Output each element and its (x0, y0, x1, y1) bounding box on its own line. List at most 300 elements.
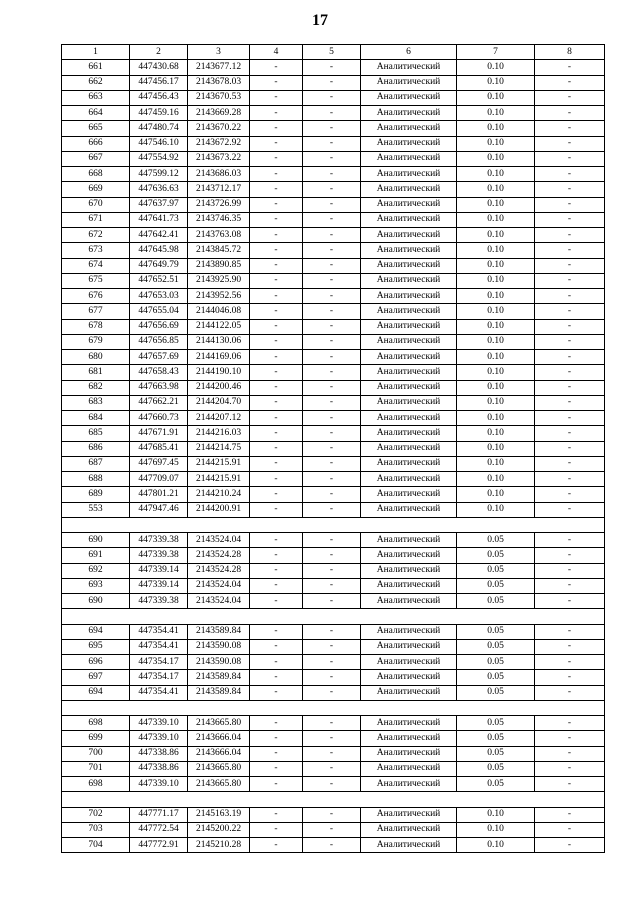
table-cell: 0.05 (457, 594, 535, 609)
table-cell: - (303, 456, 361, 471)
table-cell: 0.05 (457, 670, 535, 685)
separator-row (62, 609, 605, 624)
table-cell: - (250, 441, 303, 456)
table-row (62, 472, 605, 487)
table-cell: 692 (62, 563, 130, 578)
table-cell: - (303, 441, 361, 456)
table-cell: 2144200.91 (188, 502, 250, 517)
table-cell: 677 (62, 304, 130, 319)
table-cell: - (303, 716, 361, 731)
table-cell: 0.10 (457, 258, 535, 273)
table-cell: Аналитический (361, 456, 457, 471)
table-row (62, 243, 605, 258)
table-cell: 704 (62, 838, 130, 853)
table-cell: Аналитический (361, 807, 457, 822)
table-cell: 2143670.22 (188, 121, 250, 136)
table-cell: - (535, 670, 605, 685)
table-cell: 672 (62, 228, 130, 243)
table-cell: - (535, 533, 605, 548)
table-cell: Аналитический (361, 395, 457, 410)
table-cell: 447657.69 (130, 350, 188, 365)
column-header: 1 (62, 45, 130, 60)
table-cell: - (303, 228, 361, 243)
table-cell: 0.10 (457, 60, 535, 75)
table-cell: 667 (62, 151, 130, 166)
table-cell: - (250, 456, 303, 471)
table-row (62, 746, 605, 761)
table-cell: Аналитический (361, 167, 457, 182)
table-row (62, 594, 605, 609)
table-cell: - (535, 822, 605, 837)
table-cell: 665 (62, 121, 130, 136)
table-cell: 2144204.70 (188, 395, 250, 410)
table-cell: - (250, 822, 303, 837)
table-cell: 0.05 (457, 731, 535, 746)
table-cell: 2143524.28 (188, 548, 250, 563)
table-cell: 2143669.28 (188, 106, 250, 121)
table-cell: 2144215.91 (188, 456, 250, 471)
table-cell: - (250, 655, 303, 670)
table-cell: 0.10 (457, 334, 535, 349)
table-cell: 0.05 (457, 624, 535, 639)
table-cell: 686 (62, 441, 130, 456)
table-cell: - (303, 761, 361, 776)
table-cell: - (250, 777, 303, 792)
table-cell: Аналитический (361, 182, 457, 197)
table-cell: - (250, 258, 303, 273)
table-cell: - (250, 731, 303, 746)
table-cell: - (303, 136, 361, 151)
table-cell: - (535, 167, 605, 182)
table-cell: 671 (62, 212, 130, 227)
table-cell: - (535, 289, 605, 304)
table-row (62, 456, 605, 471)
table-cell: 2143890.85 (188, 258, 250, 273)
table-cell: 2145163.19 (188, 807, 250, 822)
table-cell: - (303, 197, 361, 212)
table-cell: - (535, 350, 605, 365)
table-cell: - (250, 624, 303, 639)
table-cell: - (535, 441, 605, 456)
table-cell: 2143590.08 (188, 655, 250, 670)
table-cell: - (250, 334, 303, 349)
table-cell: - (303, 746, 361, 761)
table-cell: 2143665.80 (188, 777, 250, 792)
table-cell: Аналитический (361, 121, 457, 136)
table-cell: 2145200.22 (188, 822, 250, 837)
table-cell: Аналитический (361, 731, 457, 746)
table-cell: - (303, 273, 361, 288)
table-cell: 700 (62, 746, 130, 761)
table-cell: 0.10 (457, 182, 535, 197)
table-cell: 698 (62, 777, 130, 792)
table-cell: - (303, 655, 361, 670)
table-cell: 2144207.12 (188, 411, 250, 426)
table-cell: 447339.14 (130, 563, 188, 578)
table-cell: 0.10 (457, 838, 535, 853)
table-cell: - (535, 228, 605, 243)
table-cell: 447663.98 (130, 380, 188, 395)
table-cell: 2143589.84 (188, 624, 250, 639)
table-cell: 2143665.80 (188, 716, 250, 731)
table-cell: - (303, 807, 361, 822)
column-header: 8 (535, 45, 605, 60)
table-cell: - (303, 182, 361, 197)
table-cell: - (250, 502, 303, 517)
table-cell: - (250, 167, 303, 182)
table-cell: 675 (62, 273, 130, 288)
table-cell: 669 (62, 182, 130, 197)
table-cell: Аналитический (361, 151, 457, 166)
table-cell: 676 (62, 289, 130, 304)
table-cell: Аналитический (361, 350, 457, 365)
table-cell: 702 (62, 807, 130, 822)
table-cell: Аналитический (361, 578, 457, 593)
table-cell: - (250, 761, 303, 776)
table-cell: 696 (62, 655, 130, 670)
table-cell: 447354.41 (130, 624, 188, 639)
table-row (62, 639, 605, 654)
table-cell: 680 (62, 350, 130, 365)
table-cell: 447637.97 (130, 197, 188, 212)
table-cell: Аналитический (361, 90, 457, 105)
table-cell: 2143665.80 (188, 761, 250, 776)
table-cell: 2143763.08 (188, 228, 250, 243)
table-cell: 447459.16 (130, 106, 188, 121)
table-cell: 2143677.12 (188, 60, 250, 75)
separator-cell (62, 792, 605, 807)
table-cell: Аналитический (361, 411, 457, 426)
table-cell: 0.10 (457, 472, 535, 487)
table-cell: - (303, 365, 361, 380)
table-cell: Аналитический (361, 319, 457, 334)
table-cell: 689 (62, 487, 130, 502)
table-cell: 0.10 (457, 411, 535, 426)
table-cell: 2144215.91 (188, 472, 250, 487)
table-cell: Аналитический (361, 197, 457, 212)
table-cell: Аналитический (361, 60, 457, 75)
table-cell: - (535, 777, 605, 792)
table-cell: 693 (62, 578, 130, 593)
table-cell: Аналитический (361, 106, 457, 121)
table-row (62, 533, 605, 548)
table-row (62, 822, 605, 837)
table-cell: - (535, 746, 605, 761)
table-cell: Аналитический (361, 228, 457, 243)
table-cell: 447339.38 (130, 594, 188, 609)
separator-row (62, 700, 605, 715)
table-cell: 687 (62, 456, 130, 471)
table-cell: - (303, 304, 361, 319)
table-cell: 0.10 (457, 90, 535, 105)
table-cell: 673 (62, 243, 130, 258)
table-cell: 0.10 (457, 319, 535, 334)
table-row (62, 121, 605, 136)
table-cell: - (535, 243, 605, 258)
table-cell: 447709.07 (130, 472, 188, 487)
table-cell: 0.10 (457, 395, 535, 410)
table-row (62, 411, 605, 426)
table-cell: 447655.04 (130, 304, 188, 319)
table-cell: - (535, 472, 605, 487)
table-cell: - (303, 731, 361, 746)
table-cell: 447656.69 (130, 319, 188, 334)
table-cell: 0.10 (457, 243, 535, 258)
table-cell: 2144169.06 (188, 350, 250, 365)
table-cell: - (303, 670, 361, 685)
table-cell: - (250, 380, 303, 395)
table-cell: 2143673.22 (188, 151, 250, 166)
table-cell: - (535, 578, 605, 593)
table-cell: - (535, 136, 605, 151)
table-cell: - (535, 106, 605, 121)
table-cell: - (303, 472, 361, 487)
table-cell: 447339.38 (130, 533, 188, 548)
table-row (62, 548, 605, 563)
table-cell: - (535, 90, 605, 105)
table-cell: 447649.79 (130, 258, 188, 273)
separator-cell (62, 517, 605, 532)
table-cell: Аналитический (361, 670, 457, 685)
table-cell: 447947.46 (130, 502, 188, 517)
table-row (62, 777, 605, 792)
table-cell: 447546.10 (130, 136, 188, 151)
table-cell: Аналитический (361, 838, 457, 853)
table-cell: Аналитический (361, 441, 457, 456)
table-cell: - (535, 334, 605, 349)
table-row (62, 807, 605, 822)
table-cell: 0.10 (457, 487, 535, 502)
table-row (62, 426, 605, 441)
table-cell: - (250, 472, 303, 487)
table-cell: 447338.86 (130, 746, 188, 761)
table-row (62, 334, 605, 349)
table-row (62, 106, 605, 121)
table-cell: Аналитический (361, 822, 457, 837)
table-cell: - (303, 334, 361, 349)
table-cell: 447354.17 (130, 655, 188, 670)
table-cell: Аналитический (361, 365, 457, 380)
table-row (62, 228, 605, 243)
table-cell: - (535, 258, 605, 273)
table-cell: 0.10 (457, 273, 535, 288)
table-cell: 447642.41 (130, 228, 188, 243)
separator-cell (62, 609, 605, 624)
table-cell: - (250, 578, 303, 593)
table-row (62, 655, 605, 670)
table-cell: 2144122.05 (188, 319, 250, 334)
table-cell: - (303, 319, 361, 334)
table-cell: - (250, 365, 303, 380)
table-cell: 0.05 (457, 761, 535, 776)
table-cell: - (303, 395, 361, 410)
table-cell: 2143589.84 (188, 670, 250, 685)
column-header: 3 (188, 45, 250, 60)
table-cell: 2143524.04 (188, 594, 250, 609)
table-cell: 447772.54 (130, 822, 188, 837)
table-row (62, 563, 605, 578)
table-cell: 699 (62, 731, 130, 746)
table-cell: 2143746.35 (188, 212, 250, 227)
table-cell: - (250, 136, 303, 151)
table-cell: - (535, 273, 605, 288)
table-cell: - (303, 777, 361, 792)
table-cell: - (250, 90, 303, 105)
table-cell: 2143845.72 (188, 243, 250, 258)
table-row (62, 441, 605, 456)
table-cell: Аналитический (361, 487, 457, 502)
table-row (62, 212, 605, 227)
table-cell: Аналитический (361, 472, 457, 487)
table-cell: 447662.21 (130, 395, 188, 410)
table-cell: - (250, 106, 303, 121)
table-cell: - (303, 350, 361, 365)
table-cell: 0.10 (457, 212, 535, 227)
table-cell: - (250, 151, 303, 166)
table-cell: - (535, 487, 605, 502)
table-cell: 697 (62, 670, 130, 685)
column-header: 7 (457, 45, 535, 60)
table-cell: - (535, 395, 605, 410)
table-cell: - (535, 380, 605, 395)
table-cell: 2143524.28 (188, 563, 250, 578)
table-cell: - (250, 411, 303, 426)
table-cell: - (535, 563, 605, 578)
separator-cell (62, 700, 605, 715)
table-cell: Аналитический (361, 75, 457, 90)
table-cell: 2143590.08 (188, 639, 250, 654)
table-cell: 0.10 (457, 106, 535, 121)
table-cell: - (535, 502, 605, 517)
table-cell: 2144214.75 (188, 441, 250, 456)
table-cell: - (303, 60, 361, 75)
table-cell: 2143666.04 (188, 731, 250, 746)
table-cell: - (535, 319, 605, 334)
table-cell: - (535, 151, 605, 166)
table-cell: - (250, 304, 303, 319)
table-cell: - (535, 639, 605, 654)
table-cell: Аналитический (361, 716, 457, 731)
table-cell: 698 (62, 716, 130, 731)
table-cell: - (303, 563, 361, 578)
table-cell: - (303, 75, 361, 90)
table-cell: 0.10 (457, 350, 535, 365)
table-cell: Аналитический (361, 334, 457, 349)
table-cell: 0.05 (457, 685, 535, 700)
table-cell: Аналитический (361, 746, 457, 761)
table-cell: - (535, 304, 605, 319)
table-cell: - (303, 685, 361, 700)
table-cell: 0.05 (457, 563, 535, 578)
table-cell: 0.10 (457, 822, 535, 837)
table-cell: - (535, 716, 605, 731)
table-cell: - (250, 350, 303, 365)
table-cell: - (250, 548, 303, 563)
table-cell: 0.05 (457, 777, 535, 792)
table-cell: - (303, 426, 361, 441)
table-cell: - (303, 548, 361, 563)
table-cell: - (535, 365, 605, 380)
table-cell: Аналитический (361, 273, 457, 288)
table-cell: 447480.74 (130, 121, 188, 136)
table-cell: 447339.38 (130, 548, 188, 563)
table-cell: - (250, 487, 303, 502)
table-cell: 0.05 (457, 655, 535, 670)
table-cell: 447339.10 (130, 731, 188, 746)
table-cell: 670 (62, 197, 130, 212)
table-cell: 0.05 (457, 578, 535, 593)
table-cell: 447685.41 (130, 441, 188, 456)
table-cell: 0.05 (457, 716, 535, 731)
table-row (62, 182, 605, 197)
table-cell: 668 (62, 167, 130, 182)
table-cell: 2143726.99 (188, 197, 250, 212)
table-cell: - (250, 533, 303, 548)
table-cell: 690 (62, 594, 130, 609)
table-cell: 447636.63 (130, 182, 188, 197)
table-cell: 678 (62, 319, 130, 334)
table-row (62, 90, 605, 105)
table-cell: 0.05 (457, 548, 535, 563)
table-cell: 2145210.28 (188, 838, 250, 853)
table-cell: Аналитический (361, 212, 457, 227)
table-cell: 2143678.03 (188, 75, 250, 90)
table-cell: - (250, 685, 303, 700)
page-number: 17 (312, 12, 328, 29)
table-cell: 447354.41 (130, 639, 188, 654)
table-cell: - (250, 670, 303, 685)
table-cell: - (250, 289, 303, 304)
table-cell: 2144200.46 (188, 380, 250, 395)
table-cell: 0.10 (457, 807, 535, 822)
table-row (62, 197, 605, 212)
table-cell: 447653.03 (130, 289, 188, 304)
table-cell: 674 (62, 258, 130, 273)
table-cell: - (250, 60, 303, 75)
table-row (62, 167, 605, 182)
table-cell: 0.05 (457, 533, 535, 548)
table-cell: 447641.73 (130, 212, 188, 227)
table-cell: - (303, 624, 361, 639)
table-cell: 684 (62, 411, 130, 426)
table-cell: 703 (62, 822, 130, 837)
table-cell: - (535, 411, 605, 426)
table-cell: - (535, 807, 605, 822)
table-cell: 447456.17 (130, 75, 188, 90)
table-cell: - (303, 90, 361, 105)
table-cell: Аналитический (361, 533, 457, 548)
table-cell: 447339.10 (130, 777, 188, 792)
table-row (62, 685, 605, 700)
table-cell: - (250, 197, 303, 212)
table-row (62, 395, 605, 410)
table-cell: 691 (62, 548, 130, 563)
table-cell: 2144216.03 (188, 426, 250, 441)
table-cell: 447430.68 (130, 60, 188, 75)
table-cell: 695 (62, 639, 130, 654)
table-cell: - (250, 121, 303, 136)
table-cell: 0.10 (457, 502, 535, 517)
table-cell: 447772.91 (130, 838, 188, 853)
table-cell: Аналитический (361, 548, 457, 563)
table-cell: 694 (62, 624, 130, 639)
table-cell: 447554.92 (130, 151, 188, 166)
table-row (62, 75, 605, 90)
table-cell: - (303, 243, 361, 258)
table-cell: 661 (62, 60, 130, 75)
table-cell: 2143712.17 (188, 182, 250, 197)
table-cell: 447339.14 (130, 578, 188, 593)
